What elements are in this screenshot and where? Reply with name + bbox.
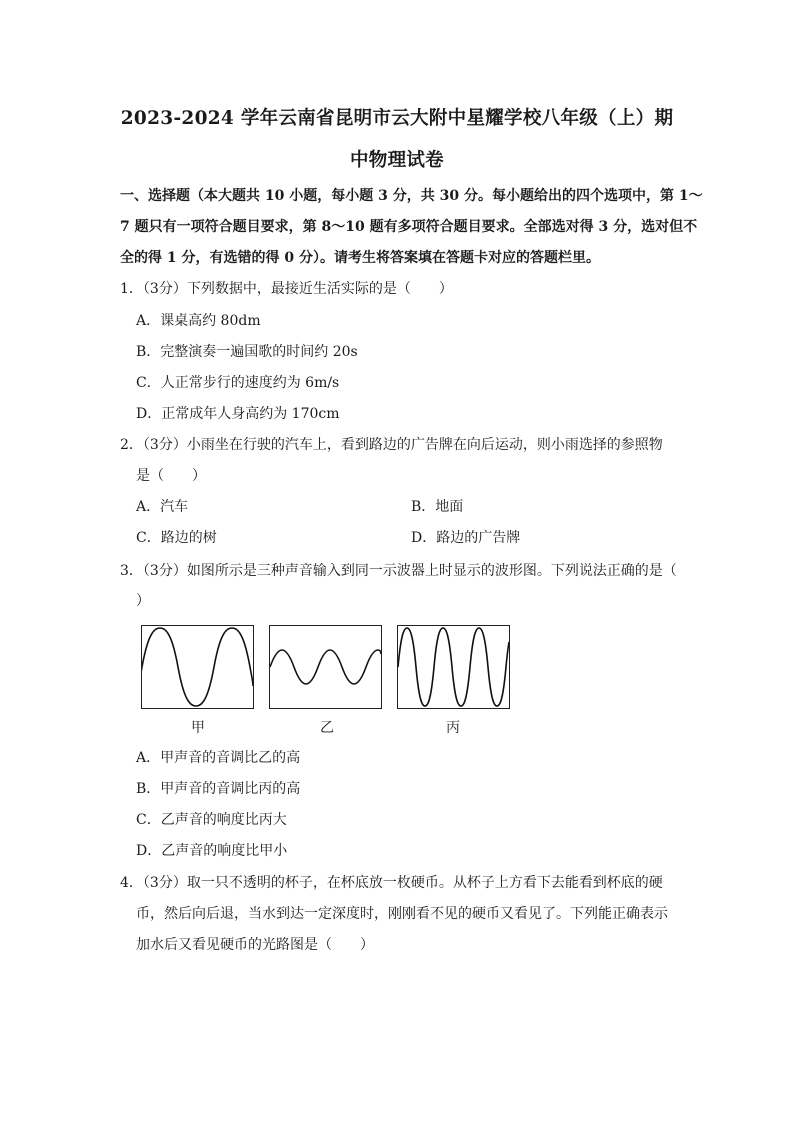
question-2-option-a[interactable]: A．汽车 bbox=[136, 499, 189, 515]
question-1-option-a[interactable]: A．课桌高约 80dm bbox=[136, 313, 261, 329]
question-2-option-d[interactable]: D．路边的广告牌 bbox=[411, 530, 521, 546]
question-1-option-d[interactable]: D．正常成年人身高约为 170cm bbox=[136, 406, 340, 422]
question-4-stem-line3: 加水后又看见硬币的光路图是（ ） bbox=[136, 937, 374, 953]
question-2-option-b[interactable]: B．地面 bbox=[411, 499, 464, 515]
question-3-stem-line1: 3．（3分）如图所示是三种声音输入到同一示波器上时显示的波形图。下列说法正确的是（ bbox=[120, 563, 677, 579]
waveform-label-yi: 乙 bbox=[320, 720, 334, 736]
section-instruction-line2: 7 题只有一项符合题目要求，第 8～10 题有多项符合题目要求。全部选对得 3 分，选对但不 bbox=[120, 219, 698, 235]
question-1-stem: 1．（3分）下列数据中，最接近生活实际的是（ ） bbox=[120, 281, 453, 297]
waveform-yi-curve bbox=[270, 650, 381, 684]
question-1-option-b[interactable]: B．完整演奏一遍国歌的时间约 20s bbox=[136, 344, 358, 360]
question-2-stem-line2: 是（ ） bbox=[136, 468, 206, 484]
waveform-label-jia: 甲 bbox=[191, 720, 205, 736]
question-3-option-c[interactable]: C．乙声音的响度比丙大 bbox=[136, 812, 287, 828]
section-instruction-line3: 全的得 1 分，有选错的得 0 分）。请考生将答案填在答题卡对应的答题栏里。 bbox=[120, 250, 600, 266]
question-1-option-c[interactable]: C．人正常步行的速度约为 6m/s bbox=[136, 375, 340, 391]
question-2-option-c[interactable]: C．路边的树 bbox=[136, 530, 217, 546]
waveform-jia-curve bbox=[142, 628, 253, 706]
waveform-bing bbox=[397, 625, 510, 709]
exam-title-line1: 2023-2024 学年云南省昆明市云大附中星耀学校八年级（上）期 bbox=[120, 108, 674, 129]
question-3-option-d[interactable]: D．乙声音的响度比甲小 bbox=[136, 843, 288, 859]
question-2-stem-line1: 2．（3分）小雨坐在行驶的汽车上，看到路边的广告牌在向后运动，则小雨选择的参照物 bbox=[120, 437, 663, 453]
question-3-stem-line2: ） bbox=[136, 593, 150, 609]
section-instruction-line1: 一、选择题（本大题共 10 小题，每小题 3 分，共 30 分。每小题给出的四个选项中，第 1～ bbox=[120, 188, 703, 204]
waveform-label-bing: 丙 bbox=[446, 720, 460, 736]
waveform-bing-curve bbox=[398, 628, 509, 706]
question-4-stem-line1: 4．（3分）取一只不透明的杯子，在杯底放一枚硬币。从杯子上方看下去能看到杯底的硬 bbox=[120, 875, 663, 891]
question-3-option-a[interactable]: A．甲声音的音调比乙的高 bbox=[136, 750, 301, 766]
question-3-option-b[interactable]: B．甲声音的音调比丙的高 bbox=[136, 781, 301, 797]
waveform-yi bbox=[269, 625, 382, 709]
exam-title-line2: 中物理试卷 bbox=[349, 150, 444, 171]
waveform-jia bbox=[141, 625, 254, 709]
question-4-stem-line2: 币，然后向后退，当水到达一定深度时，刚刚看不见的硬币又看见了。下列能正确表示 bbox=[136, 906, 668, 922]
